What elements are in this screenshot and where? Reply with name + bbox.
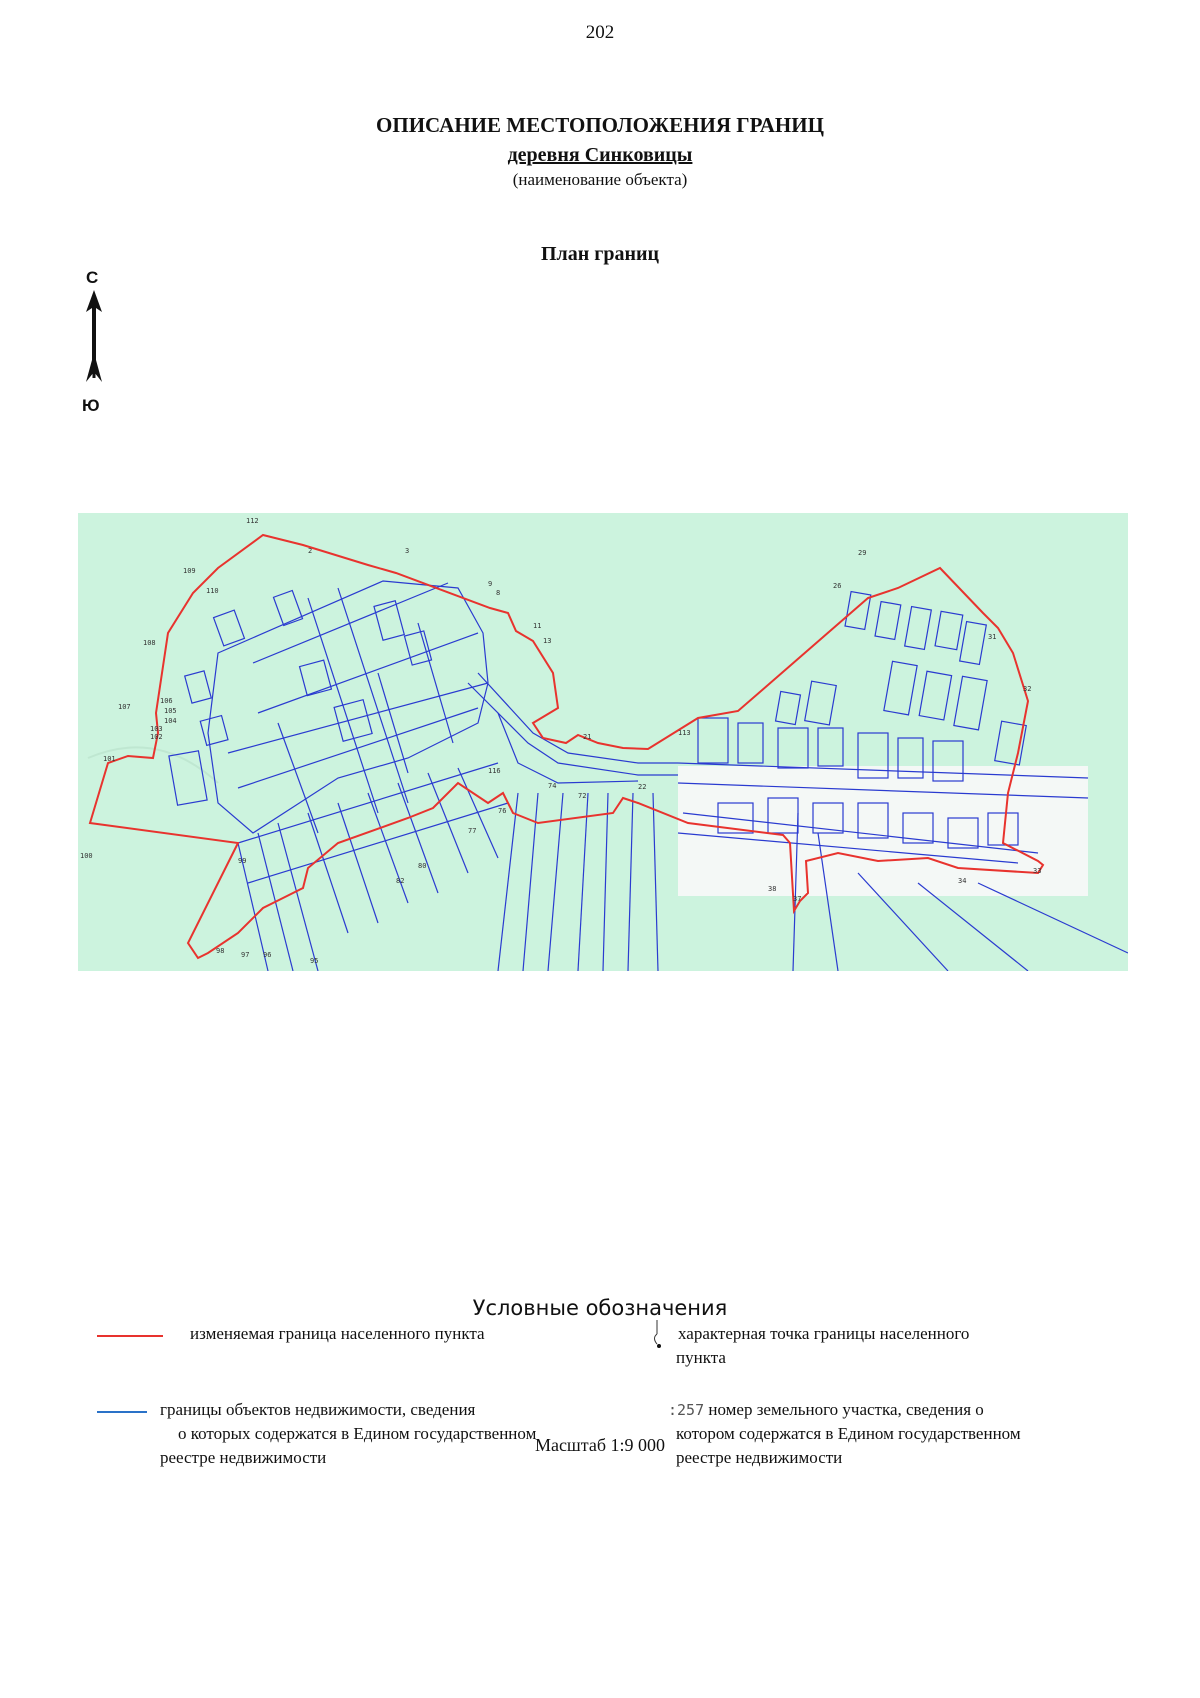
parcel-number-label-2: котором содержатся в Едином государственном	[676, 1424, 1021, 1443]
boundary-point-icon	[650, 1320, 664, 1350]
changed-boundary-label: изменяемая граница населенного пункта	[190, 1324, 485, 1343]
point-label: 98	[216, 947, 225, 955]
point-label: 31	[988, 633, 997, 641]
point-label: 37	[793, 895, 802, 903]
point-label: 95	[310, 957, 319, 965]
point-label: 9	[488, 580, 493, 588]
point-label: 29	[858, 549, 867, 557]
parcel-number-label-3: реестре недвижимости	[676, 1448, 843, 1467]
point-label: 99	[238, 857, 247, 865]
point-label: 80	[418, 862, 427, 870]
point-label: 34	[958, 877, 967, 885]
point-label: 13	[543, 637, 552, 645]
point-label: 21	[583, 733, 592, 741]
property-boundary-symbol	[97, 1410, 147, 1414]
point-label: 77	[468, 827, 477, 835]
point-label: 82	[396, 877, 405, 885]
legend-title: Условные обозначения	[472, 1296, 728, 1320]
point-label: 102	[150, 733, 163, 741]
point-label: 32	[1023, 685, 1032, 693]
point-label: 72	[578, 792, 587, 800]
north-arrow-icon	[82, 290, 106, 390]
document-heading: ОПИСАНИЕ МЕСТОПОЛОЖЕНИЯ ГРАНИЦ	[376, 113, 824, 137]
compass-south-label: Ю	[82, 396, 100, 415]
boundary-plan-map	[78, 513, 1128, 971]
point-label: 103	[150, 725, 163, 733]
point-label: 38	[768, 885, 777, 893]
point-label: 97	[241, 951, 250, 959]
point-label: 96	[263, 951, 272, 959]
point-label: 76	[498, 807, 507, 815]
parcel-number-sample: :257	[668, 1401, 705, 1419]
point-label: 112	[246, 517, 259, 525]
point-label: 8	[496, 589, 501, 597]
object-name-text: деревня Синковицы	[507, 144, 693, 166]
compass-north-label: С	[86, 268, 99, 287]
changed-boundary-symbol	[97, 1334, 163, 1338]
point-label: 105	[164, 707, 177, 715]
object-caption: (наименование объекта)	[512, 170, 688, 189]
characteristic-point-label-2: пункта	[676, 1348, 726, 1367]
point-label: 33	[1033, 867, 1042, 875]
object-name	[0, 144, 1200, 167]
point-label: 101	[103, 755, 116, 763]
point-label: 109	[183, 567, 196, 575]
map-drawing	[78, 513, 1128, 971]
property-boundaries-label-3: реестре недвижимости	[160, 1448, 327, 1467]
point-label: 100	[80, 852, 93, 860]
point-label: 2	[308, 547, 313, 555]
property-boundaries-label-1: границы объектов недвижимости, сведения	[160, 1400, 476, 1419]
point-label: 22	[638, 783, 647, 791]
point-label: 104	[164, 717, 177, 725]
parcel-number-text-1: номер земельного участка, сведения о	[708, 1400, 984, 1419]
point-label: 110	[206, 587, 219, 595]
point-label: 108	[143, 639, 156, 647]
map-scale: Масштаб 1:9 000	[534, 1435, 666, 1455]
point-label: 113	[678, 729, 691, 737]
point-label: 26	[833, 582, 842, 590]
point-label: 107	[118, 703, 131, 711]
property-boundaries-label-2: о которых содержатся в Едином государственном	[178, 1424, 537, 1443]
point-label: 74	[548, 782, 557, 790]
point-label: 116	[488, 767, 501, 775]
characteristic-point-label-1: характерная точка границы населенного	[678, 1324, 970, 1343]
point-label: 3	[405, 547, 410, 555]
parcel-number-sample-value: 257	[677, 1401, 705, 1419]
point-label: 106	[160, 697, 173, 705]
point-label: 11	[533, 622, 542, 630]
parcel-number-label-1	[668, 1398, 984, 1422]
page-number: 202	[585, 22, 615, 43]
plan-title: План границ	[540, 243, 660, 265]
